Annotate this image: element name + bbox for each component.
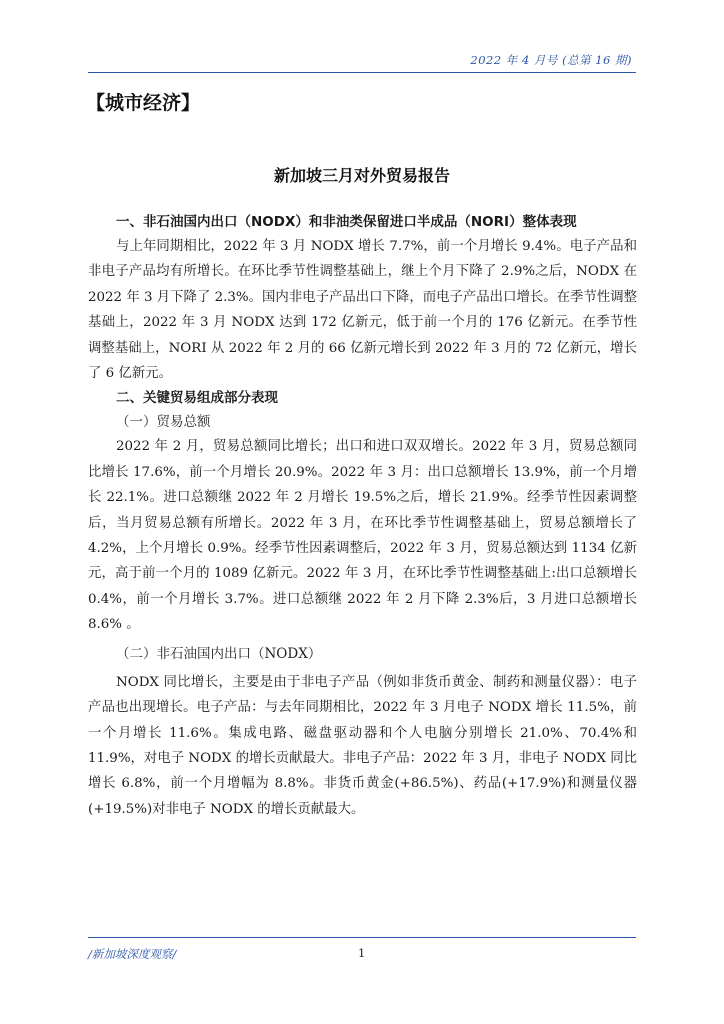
subsection-2-paragraph: NODX 同比增长，主要是由于非电子产品（例如非货币黄金、制药和测量仪器）：电子产品也出现增长。电子产品：与去年同期相比，2022 年 3 月电子 NODX 增长 11.5%，前一个月增长 11.6%。集成电路、磁盘驱动器和个人电脑分别增长 21.0%、70.4%和 11.9%，对电子 NODX 的增长贡献最大。非电子产品：2022 年 3 月，非电子 NODX 同比增长 6.8%，前一个月增幅为 8.8%。非货币黄金(+86.5%)、药品(+17.9%)和测量仪器(+19.5%)对非电子 NODX 的增长贡献最大。 — [88, 674, 638, 817]
subsection-2-heading: （二）非石油国内出口（NODX） — [116, 645, 322, 662]
subsection-1-heading: （一）贸易总额 — [116, 414, 211, 431]
page-title: 新加坡三月对外贸易报告 — [273, 166, 450, 185]
section-1-heading: 一、非石油国内出口（NODX）和非油类保留进口半成品（NORI）整体表现 — [116, 214, 577, 230]
footer-publication: /新加坡深度观察/ — [88, 947, 177, 961]
section-tag: 【城市经济】 — [86, 92, 201, 114]
header-divider — [88, 72, 636, 73]
section-2-heading: 二、关键贸易组成部分表现 — [116, 390, 278, 407]
section-1-paragraph: 与上年同期相比，2022 年 3 月 NODX 增长 7.7%，前一个月增长 9.4%。电子产品和非电子产品均有所增长。在环比季节性调整基础上，继上个月下降了 2.9%之后，NODX 在 2022 年 3 月下降了 2.3%。国内非电子产品出口下降，而电子产品出口增长。在季节性调整基础上，2022 年 3 月 NODX 达到 172 亿新元，低于前一个月的 176 亿新元。在季节性调整基础上，NORI 从 2022 年 2 月的 66 亿新元增长到 2022 年 3 月的 72 亿新元，增长了 6 亿新元。 — [88, 239, 637, 382]
article-body — [88, 210, 637, 822]
footer-divider — [88, 937, 636, 938]
page-number: 1 — [358, 946, 366, 960]
issue-label: 2022 年 4 月号 (总第 16 期) — [470, 53, 632, 67]
subsection-1-paragraph: 2022 年 2 月，贸易总额同比增长；出口和进口双双增长。2022 年 3 月，贸易总额同比增长 17.6%，前一个月增长 20.9%。2022 年 3 月：出口总额增长 13.9%，前一个月增长 22.1%。进口总额继 2022 年 2 月增长 19.5%之后，增长 21.9%。经季节性因素调整后，当月贸易总额有所增长。2022 年 3 月，在环比季节性调整基础上，贸易总额增长了 4.2%，上个月增长 0.9%。经季节性因素调整后，2022 年 3 月，贸易总额达到 1134 亿新元，高于前一个月的 1089 亿新元。2022 年 3 月，在环比季节性调整基础上:出口总额增长 0.4%，前一个月增长 3.7%。进口总额继 2022 年 2 月下降 2.3%后，3 月进口总额增长 8.6% 。 — [88, 439, 637, 633]
